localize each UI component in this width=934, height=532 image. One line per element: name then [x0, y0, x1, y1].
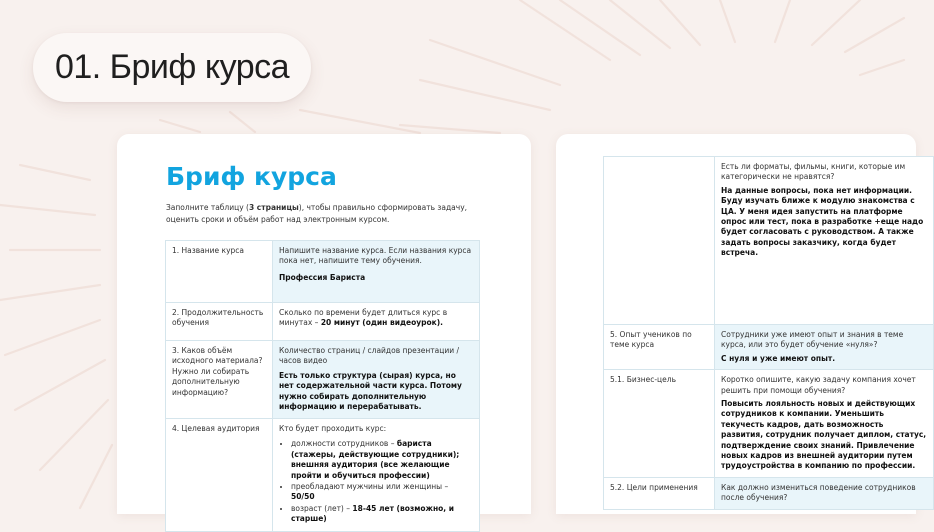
- document-intro: [166, 202, 486, 226]
- hint-text: Сколько по времени будет длиться курс в минутах –: [279, 308, 448, 328]
- slide-title-pill: [33, 33, 311, 102]
- question-cell: 5.2. Цели применения: [604, 477, 715, 509]
- document-title: Бриф курса: [166, 162, 337, 191]
- question-cell: 4. Целевая аудитория: [166, 419, 273, 532]
- brief-table-1: [165, 240, 480, 532]
- answer-cell: [715, 370, 934, 478]
- table-row: [166, 303, 480, 341]
- question-cell: [604, 157, 715, 325]
- answer-cell: [273, 241, 480, 303]
- answer-text: 20 минут (один видеоурок).: [320, 318, 444, 328]
- hint-text: Кто будет проходить курс:: [279, 424, 387, 433]
- question-cell: 5.1. Бизнес-цель: [604, 370, 715, 478]
- answer-cell: [715, 325, 934, 370]
- table-row: [604, 157, 934, 325]
- answer-text: На данные вопросы, пока нет информации. Буду изучать ближе к модулю знакомства с ЦА. У меня идея запустить на платформе опрос или тест, пока в разработке +еще надо будет согласовать с руководством. А также задать вопросы заказчику, когда будет встреча.: [721, 185, 924, 258]
- hint-text: Напишите название курса. Если названия курса пока нет, напишите тему обучения.: [279, 246, 472, 266]
- hint-text: Есть ли форматы, фильмы, книги, которые им категорически не нравятся?: [721, 162, 906, 182]
- hint-text: Сотрудники уже имеют опыт и знания в теме курса, или это будет обучение «нуля»?: [721, 330, 904, 350]
- question-cell: 1. Название курса: [166, 241, 273, 303]
- answer-cell: [715, 157, 934, 325]
- brief-page-1: [117, 134, 531, 524]
- list-item: • должности сотрудников – бариста (стажеры, действующие сотрудники); внешняя аудитория (все желающие пройти и обучиться профессии): [291, 439, 473, 481]
- intro-bold: 3 страницы: [248, 203, 299, 212]
- answer-text: Повысить лояльность новых и действующих сотрудников к компании. Уменьшить текучесть кадров, дать возможность развития, сотрудник получает диплом, статус, подтверждение своих знаний. Привлечение новых кадров из внешней аудитории путем трудоустройства в компанию по профессии.: [721, 399, 927, 471]
- hint-text: Количество страниц / слайдов презентации / часов видео: [279, 346, 460, 366]
- brief-page-2: [556, 134, 927, 514]
- list-item: • преобладают мужчины или женщины – 50/50: [291, 482, 473, 503]
- answer-text: С нуля и уже имеют опыт.: [721, 353, 836, 363]
- audience-list: [279, 439, 473, 524]
- question-cell: 2. Продолжительность обучения: [166, 303, 273, 341]
- table-row: [604, 370, 934, 478]
- answer-cell: [273, 341, 480, 419]
- list-item: • возраст (лет) – 18-45 лет (возможно, и старше): [291, 504, 473, 525]
- table-row: [604, 477, 934, 509]
- hint-text: Как должно измениться поведение сотрудников после обучения?: [721, 482, 916, 503]
- slide-title: 01. Бриф курса: [54, 48, 290, 86]
- answer-text: Есть только структура (сырая) курса, но нет содержательной части курса. Потому нужно собирать дополнительную информацию и перерабатывать.: [279, 370, 462, 412]
- answer-cell: [715, 477, 934, 509]
- hint-text: Коротко опишите, какую задачу компания хочет решить при помощи обучения?: [721, 375, 916, 395]
- intro-suffix: ), чтобы правильно сформировать задачу, оценить сроки и объём работ над электронным курсом.: [166, 203, 468, 224]
- brief-table-2: [603, 156, 934, 510]
- answer-text: Профессия Бариста: [279, 272, 366, 282]
- intro-prefix: Заполните таблицу (: [166, 203, 249, 212]
- table-row: [166, 241, 480, 303]
- answer-cell: [273, 419, 480, 532]
- table-row: [604, 325, 934, 370]
- answer-cell: [273, 303, 480, 341]
- table-row: [166, 419, 480, 532]
- question-cell: 3. Каков объём исходного материала? Нужно ли собирать дополнительную информацию?: [166, 341, 273, 419]
- table-row: [166, 341, 480, 419]
- question-cell: 5. Опыт учеников по теме курса: [604, 325, 715, 370]
